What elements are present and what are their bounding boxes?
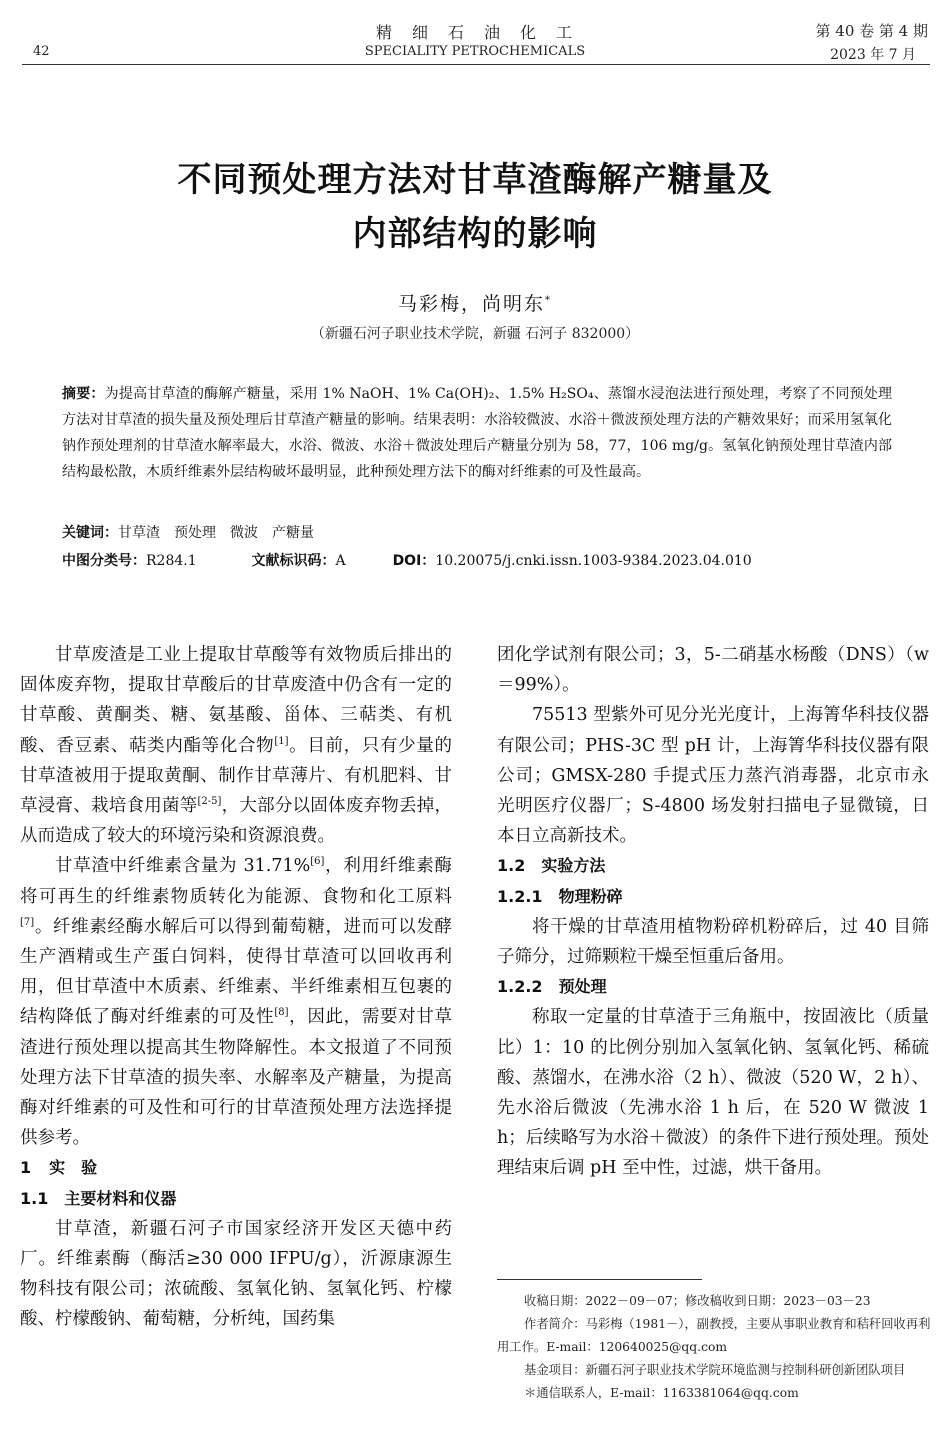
citation: [2-5] [197,796,222,808]
header-rule [22,64,930,65]
text-run: 甘草渣中纤维素含量为 31.71% [55,856,311,877]
doc-code-value: A [335,553,346,569]
doi-value: 10.20075/j.cnki.issn.1003-9384.2023.04.010 [435,553,752,569]
intro-paragraph-1 [20,640,452,851]
text-run: ，大部分以固体废弃物丢掉，从而造成了较大的环境污染和资源浪费。 [20,796,453,847]
doi-label: DOI： [392,553,436,569]
classification-line [62,548,892,574]
section-heading-experiment [20,1153,452,1183]
materials-paragraph: 甘草渣，新疆石河子市国家经济开发区天德中药厂。纤维素酶（酶活≥30 000 IFPU/g），沂源康源生物科技有限公司；浓硫酸、氢氧化钠、氢氧化钙、柠檬酸、柠檬酸钠、葡萄糖，分析纯，国药集 [20,1218,452,1330]
abstract-text: 为提高甘草渣的酶解产糖量，采用 1% NaOH、1% Ca(OH)₂、1.5% H₂SO₄、蒸馏水浸泡法进行预处理，考察了不同预处理方法对甘草渣的损失量及预处理后甘草渣产糖量的影响。结果表明：水浴较微波、水浴＋微波预处理方法的产糖效果好；而采用氢氧化钠作预处理剂的甘草渣水解率最大，水浴、微波、水浴＋微波处理后产糖量分别为 58，77，106 mg/g。氢氧化钠预处理甘草渣内部结构最松散，木质纤维素外层结构破坏最明显，此种预处理方法下的酶对纤维素的可及性最高。 [62,386,893,480]
text-run: ，因此，需要对甘草渣进行预处理以提高其生物降解性。本文报道了不同预处理方法下甘草渣的损失率、水解率及产糖量，为提高酶对纤维素的可及性和可行的甘草渣预处理方法选择提供参考。 [20,1007,453,1149]
keywords-label: 关键词： [62,525,118,541]
heading-text: 实 验 [49,1158,98,1178]
text-run: 。纤维素经酶水解后可以得到葡萄糖，进而可以发酵生产酒精或生产蛋白饲料，使得甘草渣可以回收再利用，但甘草渣中木质素、纤维素、半纤维素相互包裹的结构降低了酶对纤维素的可及性 [20,916,452,1028]
heading-text: 实验方法 [541,856,606,876]
volume-issue: 第 40 卷 第 4 期 [815,22,928,40]
authors [0,289,950,316]
subsection-heading-methods [497,851,929,881]
citation: [7] [20,916,35,928]
page-number: 42 [33,44,50,59]
title-line-2: 内部结构的影响 [352,214,598,254]
subsubsection-heading-pretreatment [497,972,929,1002]
subsection-heading-materials [20,1184,452,1214]
heading-text: 预处理 [558,977,607,997]
keywords [62,520,892,546]
footnote-rule [497,1279,702,1280]
abstract-label: 摘要： [62,386,105,402]
keywords-text: 甘草渣 预处理 微波 产糖量 [118,525,314,541]
issue-date: 2023 年 7 月 [830,47,916,63]
citation: [6] [310,856,325,868]
citation: [8] [274,1007,289,1019]
heading-number: 1 [20,1158,32,1178]
clc-value: R284.1 [146,553,197,569]
doc-code-label: 文献标识码： [251,553,336,569]
corresponding-mark: * [545,295,552,306]
footnote-author-bio: 作者简介：马彩梅（1981－），副教授，主要从事职业教育和秸秆回收再利用工作。E-mail：120640025@qq.com [497,1317,931,1354]
intro-paragraph-2 [20,851,452,1153]
grinding-paragraph: 将干燥的甘草渣用植物粉碎机粉碎后，过 40 目筛子筛分，过筛颗粒干燥至恒重后备用。 [497,916,929,968]
text-run: 。目前，只有少量的甘草渣被用于提取黄酮、制作甘草薄片、有机肥料、甘草浸膏、栽培食用菌等 [20,735,453,817]
pretreatment-paragraph: 称取一定量的甘草渣于三角瓶中，按固液比（质量比）1：10 的比例分别加入氢氧化钠、氢氧化钙、稀硫酸、蒸馏水，在沸水浴（2 h）、微波（520 W，2 h）、先水浴后微波（先沸水浴 1 h 后，在 520 W 微波 1 h；后续略写为水浴＋微波）的条件下进行预处理。预处理结束后调 pH 至中性，过滤，烘干备用。 [497,1007,929,1179]
heading-number: 1.2.2 [497,977,543,997]
heading-text: 主要材料和仪器 [64,1188,177,1208]
abstract [62,381,892,485]
title-line-1: 不同预处理方法对甘草渣酶解产糖量及 [177,160,773,200]
left-column [20,640,452,1335]
journal-title-en: SPECIALITY PETROCHEMICALS [364,44,586,59]
materials-continued: 团化学试剂有限公司；3，5-二硝基水杨酸（DNS）（w＝99%）。 [497,645,929,696]
footnotes [497,1290,933,1405]
heading-number: 1.1 [20,1188,49,1208]
author-names: 马彩梅，尚明东 [397,293,545,315]
text-run: 甘草废渣是工业上提取甘草酸等有效物质后排出的固体废弃物，提取甘草酸后的甘草废渣中仍含有一定的甘草酸、黄酮类、糖、氨基酸、甾体、三萜类、有机酸、香豆素、萜类内酯等化合物 [20,645,452,756]
citation: [1] [274,735,289,747]
text-run: ，利用纤维素酶将可再生的纤维素物质转化为能源、食物和化工原料 [20,856,453,907]
footnote-corresponding: ＊通信联系人，E-mail：1163381064@qq.com [524,1386,799,1400]
heading-text: 物理粉碎 [558,886,623,906]
instruments-paragraph: 75513 型紫外可见分光光度计，上海箐华科技仪器有限公司；PHS-3C 型 pH 计，上海箐华科技仪器有限公司；GMSX-280 手提式压力蒸汽消毒器，北京市永光明医疗仪器厂；S-4800 场发射扫描电子显微镜，日本日立高新技术。 [497,705,929,847]
journal-title-cn: 精 细 石 油 化 工 [375,23,574,42]
heading-number: 1.2 [497,856,526,876]
right-column [497,640,929,1184]
heading-number: 1.2.1 [497,886,543,906]
subsubsection-heading-grinding [497,882,929,912]
clc-label: 中图分类号： [62,553,146,569]
affiliation: （新疆石河子职业技术学院，新疆 石河子 832000） [310,326,640,342]
footnote-funding: 基金项目：新疆石河子职业技术学院环境监测与控制科研创新团队项目 [524,1363,906,1377]
footnote-received: 收稿日期：2022－09－07；修改稿收到日期：2023－03－23 [524,1294,871,1308]
